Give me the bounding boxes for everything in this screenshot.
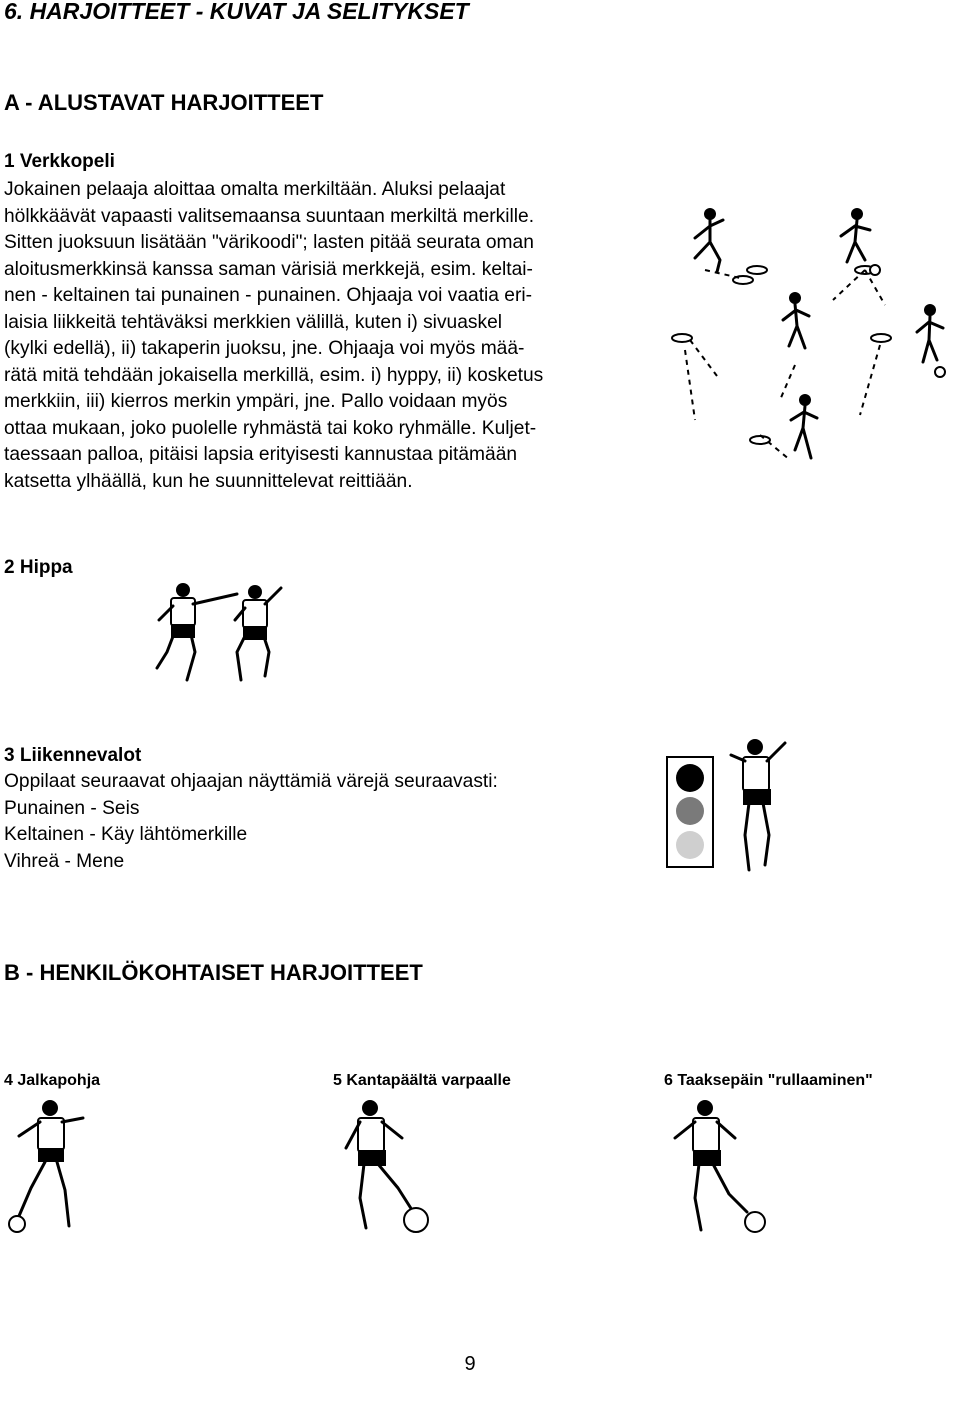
exercise1-line: hölkkäävät vapaasti valitsemaansa suuntaan merkiltä merkille. (4, 205, 535, 227)
standing-player-illustration (725, 735, 795, 880)
exercise3-line: Punainen - Seis (4, 797, 140, 819)
player-figure (695, 208, 723, 272)
tag-game-illustration (145, 580, 290, 695)
exercise1-text (4, 177, 543, 495)
fleeing-player-figure (235, 585, 281, 680)
exercise1-line: merkkiin, iii) kierros merkin ympäri, jne. Pallo voidaan myös (4, 391, 508, 412)
exercise4-illustration (5, 1098, 90, 1238)
exercise1-line: rätä mitä tehdään jokaisella merkillä, esim. i) hyppy, ii) kosketus (4, 364, 544, 386)
ball-icon (935, 367, 945, 377)
exercise4-title: 4 Jalkapohja (4, 1072, 101, 1089)
player-figure (346, 1100, 412, 1228)
exercise1-title: 1 Verkkopeli (4, 151, 115, 172)
exercise1-line: laisia liikkeitä tehtäväksi merkkien välillä, kuten i) sivuaskel (4, 311, 503, 333)
exercise3-line: Keltainen - Käy lähtömerkille (4, 824, 248, 845)
exercise3-line: Vihreä - Mene (4, 850, 125, 872)
exercise6-illustration (665, 1098, 775, 1238)
ball-icon (9, 1216, 25, 1232)
traffic-light-yellow-lamp (676, 797, 704, 825)
traffic-light-red-lamp (676, 764, 704, 792)
player-figure (791, 394, 817, 458)
chasing-player-figure (157, 583, 237, 680)
traffic-light-illustration (666, 756, 714, 868)
ball-icon (870, 265, 880, 275)
cone-markers (672, 266, 891, 444)
player-figure (841, 208, 870, 262)
ball-icon (404, 1208, 428, 1232)
exercise3-title: 3 Liikennevalot (4, 745, 142, 766)
exercise5-title: 5 Kantapäältä varpaalle (333, 1072, 511, 1089)
exercise1-line: (kylki edellä), ii) takaperin juoksu, jne. Ohjaaja voi myös mää- (4, 338, 525, 359)
exercise1-line: taessaan palloa, pitäisi lapsia erityisesti kannustaa pitämään (4, 444, 518, 465)
player-figure (19, 1100, 83, 1226)
exercise1-line: Jokainen pelaaja aloittaa omalta merkiltään. Aluksi pelaajat (4, 179, 506, 200)
exercise1-line: nen - keltainen tai punainen - punainen. Ohjaaja voi vaatia eri- (4, 285, 533, 306)
running-paths (685, 270, 885, 460)
player-figure (675, 1100, 747, 1230)
player-figure (783, 292, 809, 348)
player-figure (731, 739, 785, 870)
exercise1-line: aloitusmerkkinsä kanssa saman värisiä merkkejä, esim. keltai- (4, 258, 533, 280)
player-figure (917, 304, 943, 362)
exercise3-text (4, 769, 498, 875)
exercise1-line: katsetta ylhäällä, kun he suunnittelevat reittiään. (4, 470, 413, 492)
page-title: 6. HARJOITTEET - KUVAT JA SELITYKSET (4, 0, 469, 24)
network-game-illustration (665, 200, 960, 475)
section-b-title: B - HENKILÖKOHTAISET HARJOITTEET (4, 960, 423, 985)
ball-icon (745, 1212, 765, 1232)
exercise1-line: Sitten juoksuun lisätään "värikoodi"; lasten pitää seurata oman (4, 232, 534, 253)
exercise3-line: Oppilaat seuraavat ohjaajan näyttämiä värejä seuraavasti: (4, 771, 498, 792)
page-number: 9 (464, 1353, 476, 1375)
exercise6-title: 6 Taaksepäin "rullaaminen" (664, 1072, 873, 1089)
exercise1-line: ottaa mukaan, joko puolelle ryhmästä tai koko ryhmälle. Kuljet- (4, 417, 537, 439)
exercise2-title: 2 Hippa (4, 557, 73, 578)
section-a-title: A - ALUSTAVAT HARJOITTEET (4, 90, 324, 115)
exercise5-illustration (340, 1098, 440, 1238)
traffic-light-green-lamp (676, 831, 704, 859)
